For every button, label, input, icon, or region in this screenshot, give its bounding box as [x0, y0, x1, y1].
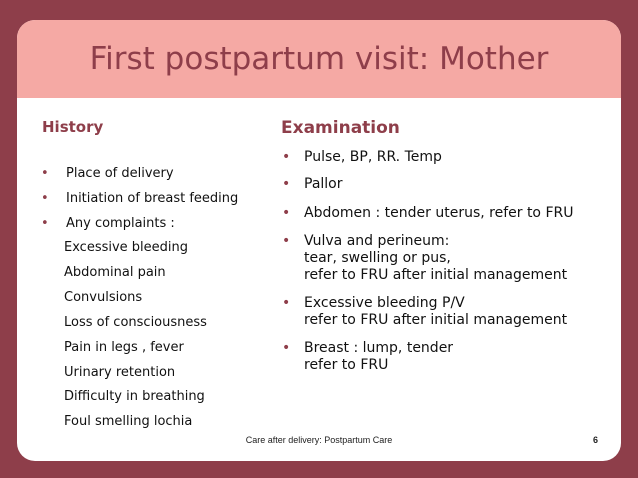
exam-item — [282, 205, 574, 222]
exam-item-line: Pulse, BP, RR. Temp — [304, 149, 442, 165]
complaint-item: Excessive bleeding — [64, 240, 189, 255]
bullet-icon: • — [41, 216, 49, 231]
complaint-item: Convulsions — [64, 290, 143, 305]
exam-item — [282, 176, 343, 193]
exam-item-line: Excessive bleeding P/V — [304, 295, 465, 311]
slide-footer: Care after delivery: Postpartum Care — [245, 435, 393, 445]
complaint-item: Foul smelling lochia — [64, 414, 193, 429]
history-item — [41, 165, 174, 183]
exam-item-line: Vulva and perineum: — [304, 233, 450, 249]
exam-item-line: refer to FRU — [304, 357, 389, 373]
exam-item-line: Pallor — [304, 176, 343, 192]
history-item-label: Any complaints : — [66, 216, 175, 231]
bullet-icon: • — [282, 295, 291, 311]
page-number: 6 — [593, 435, 599, 445]
exam-item — [282, 149, 442, 166]
exam-item-line: refer to FRU after initial management — [304, 267, 568, 283]
slide-title: First postpartum visit: Mother — [89, 41, 549, 77]
history-item — [41, 190, 239, 208]
exam-item-line: Breast : lump, tender — [304, 340, 454, 356]
exam-item-line: Abdomen : tender uterus, refer to FRU — [304, 205, 574, 221]
history-item-label: Initiation of breast feeding — [66, 191, 239, 206]
examination-heading: Examination — [281, 118, 400, 138]
complaint-item: Urinary retention — [64, 365, 176, 380]
exam-item — [282, 295, 568, 329]
bullet-icon: • — [41, 191, 49, 206]
title-band — [17, 20, 621, 98]
bullet-icon: • — [282, 205, 291, 221]
exam-item — [282, 340, 454, 374]
bullet-icon: • — [282, 233, 291, 249]
complaint-item: Pain in legs , fever — [64, 340, 184, 355]
bullet-icon: • — [282, 149, 291, 165]
history-item — [41, 215, 175, 233]
exam-item — [282, 233, 568, 284]
exam-item-line: refer to FRU after initial management — [304, 312, 568, 328]
bullet-icon: • — [282, 176, 291, 192]
complaint-item: Difficulty in breathing — [64, 389, 205, 404]
complaint-item: Abdominal pain — [64, 265, 166, 280]
history-heading: History — [42, 118, 104, 136]
slide — [17, 20, 621, 461]
exam-item-line: tear, swelling or pus, — [304, 250, 451, 266]
complaint-item: Loss of consciousness — [64, 315, 207, 330]
history-item-label: Place of delivery — [66, 166, 174, 181]
bullet-icon: • — [41, 166, 49, 181]
bullet-icon: • — [282, 340, 291, 356]
